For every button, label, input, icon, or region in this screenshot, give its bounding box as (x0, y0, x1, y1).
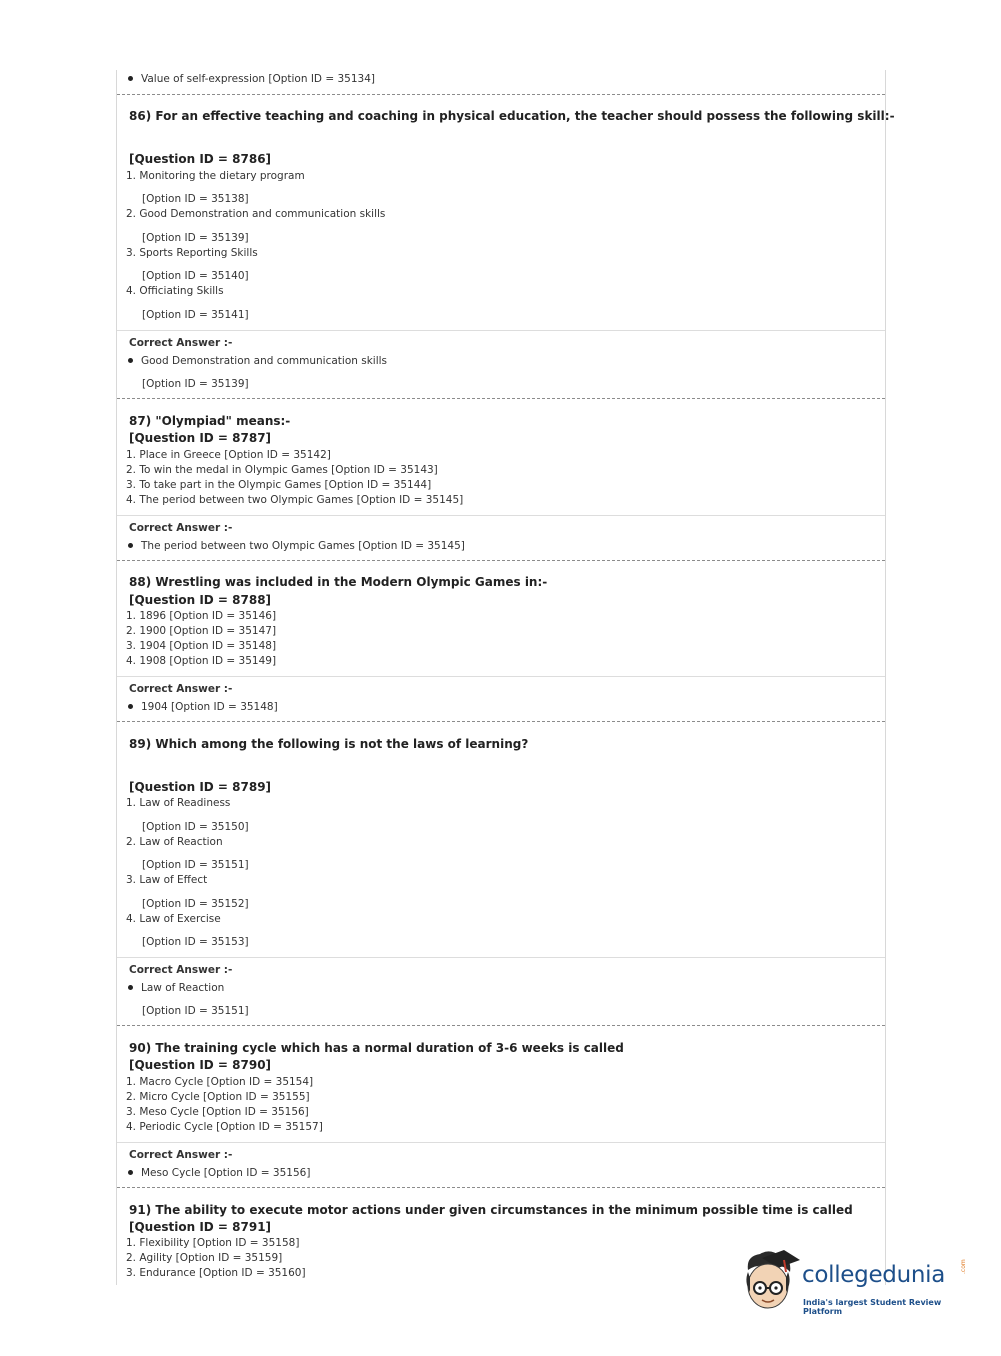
question-86-id: [Question ID = 8786] (129, 152, 272, 166)
option-86-1: 1. Monitoring the dietary program (126, 170, 305, 182)
option-91-3: 3. Endurance [Option ID = 35160] (126, 1267, 306, 1279)
answer-divider (117, 957, 885, 958)
prev-answer: Value of self-expression [Option ID = 35134] (141, 73, 375, 85)
question-divider (117, 1025, 885, 1026)
answer-divider (117, 676, 885, 677)
option-87-1: 1. Place in Greece [Option ID = 35142] (126, 449, 331, 461)
option-89-1-id: [Option ID = 35150] (142, 821, 249, 833)
correct-answer-label-86: Correct Answer :- (129, 337, 233, 349)
correct-answer-89-id: [Option ID = 35151] (142, 1005, 249, 1017)
question-90-id: [Question ID = 8790] (129, 1058, 272, 1072)
correct-answer-label-89: Correct Answer :- (129, 964, 233, 976)
option-86-1-id: [Option ID = 35138] (142, 193, 249, 205)
bullet-icon (128, 1170, 133, 1175)
question-91-text: 91) The ability to execute motor actions under given circumstances in the minimum possible time is called (129, 1203, 853, 1217)
question-divider (117, 94, 885, 95)
answer-divider (117, 330, 885, 331)
option-90-2: 2. Micro Cycle [Option ID = 35155] (126, 1091, 310, 1103)
option-91-2: 2. Agility [Option ID = 35159] (126, 1252, 283, 1264)
answer-divider (117, 1142, 885, 1143)
option-87-2: 2. To win the medal in Olympic Games [Option ID = 35143] (126, 464, 438, 476)
option-88-3: 3. 1904 [Option ID = 35148] (126, 640, 277, 652)
question-89-id: [Question ID = 8789] (129, 780, 272, 794)
option-87-3: 3. To take part in the Olympic Games [Option ID = 35144] (126, 479, 432, 491)
question-divider (117, 560, 885, 561)
bullet-icon (128, 76, 133, 81)
option-87-4: 4. The period between two Olympic Games [Option ID = 35145] (126, 494, 464, 506)
correct-answer-88: 1904 [Option ID = 35148] (128, 701, 278, 713)
option-86-4: 4. Officiating Skills (126, 285, 224, 297)
option-88-1: 1. 1896 [Option ID = 35146] (126, 610, 277, 622)
bullet-icon (128, 543, 133, 548)
question-86-text: 86) For an effective teaching and coaching in physical education, the teacher should possess the following skill:- (129, 109, 895, 123)
logo-domain-suffix: .com (960, 1259, 967, 1274)
option-89-3-id: [Option ID = 35152] (142, 898, 249, 910)
option-86-2: 2. Good Demonstration and communication skills (126, 208, 386, 220)
bullet-icon (128, 358, 133, 363)
question-89-text: 89) Which among the following is not the laws of learning? (129, 737, 529, 751)
option-90-4: 4. Periodic Cycle [Option ID = 35157] (126, 1121, 323, 1133)
correct-answer-label-88: Correct Answer :- (129, 683, 233, 695)
option-89-3: 3. Law of Effect (126, 874, 208, 886)
mascot-icon (740, 1248, 800, 1316)
question-91-id: [Question ID = 8791] (129, 1220, 272, 1234)
question-87-id: [Question ID = 8787] (129, 431, 272, 445)
correct-answer-90: Meso Cycle [Option ID = 35156] (128, 1167, 310, 1179)
question-88-id: [Question ID = 8788] (129, 593, 272, 607)
answer-bullet-row (128, 73, 375, 85)
logo-wordmark: collegedunia (802, 1262, 946, 1288)
question-88-text: 88) Wrestling was included in the Modern Olympic Games in:- (129, 575, 548, 589)
collegedunia-logo[interactable] (740, 1248, 972, 1316)
question-divider (117, 398, 885, 399)
correct-answer-label-90: Correct Answer :- (129, 1149, 233, 1161)
option-88-4: 4. 1908 [Option ID = 35149] (126, 655, 277, 667)
question-divider (117, 1187, 885, 1188)
correct-answer-86-id: [Option ID = 35139] (142, 378, 249, 390)
option-89-1: 1. Law of Readiness (126, 797, 231, 809)
logo-tagline: India's largest Student Review Platform (803, 1298, 942, 1316)
question-87-text: 87) "Olympiad" means:- (129, 414, 291, 428)
correct-answer-label-87: Correct Answer :- (129, 522, 233, 534)
bullet-icon (128, 985, 133, 990)
option-89-2-id: [Option ID = 35151] (142, 859, 249, 871)
option-90-1: 1. Macro Cycle [Option ID = 35154] (126, 1076, 314, 1088)
option-90-3: 3. Meso Cycle [Option ID = 35156] (126, 1106, 309, 1118)
answer-divider (117, 515, 885, 516)
option-86-3-id: [Option ID = 35140] (142, 270, 249, 282)
option-89-2: 2. Law of Reaction (126, 836, 223, 848)
option-89-4-id: [Option ID = 35153] (142, 936, 249, 948)
option-86-2-id: [Option ID = 35139] (142, 232, 249, 244)
exam-sheet (116, 70, 895, 1285)
correct-answer-89: Law of Reaction (128, 982, 224, 994)
bullet-icon (128, 704, 133, 709)
option-89-4: 4. Law of Exercise (126, 913, 221, 925)
option-91-1: 1. Flexibility [Option ID = 35158] (126, 1237, 300, 1249)
option-88-2: 2. 1900 [Option ID = 35147] (126, 625, 277, 637)
correct-answer-86: Good Demonstration and communication skills (128, 355, 387, 367)
option-86-3: 3. Sports Reporting Skills (126, 247, 258, 259)
option-86-4-id: [Option ID = 35141] (142, 309, 249, 321)
question-divider (117, 721, 885, 722)
question-90-text: 90) The training cycle which has a normal duration of 3-6 weeks is called (129, 1041, 624, 1055)
correct-answer-87: The period between two Olympic Games [Option ID = 35145] (128, 540, 465, 552)
